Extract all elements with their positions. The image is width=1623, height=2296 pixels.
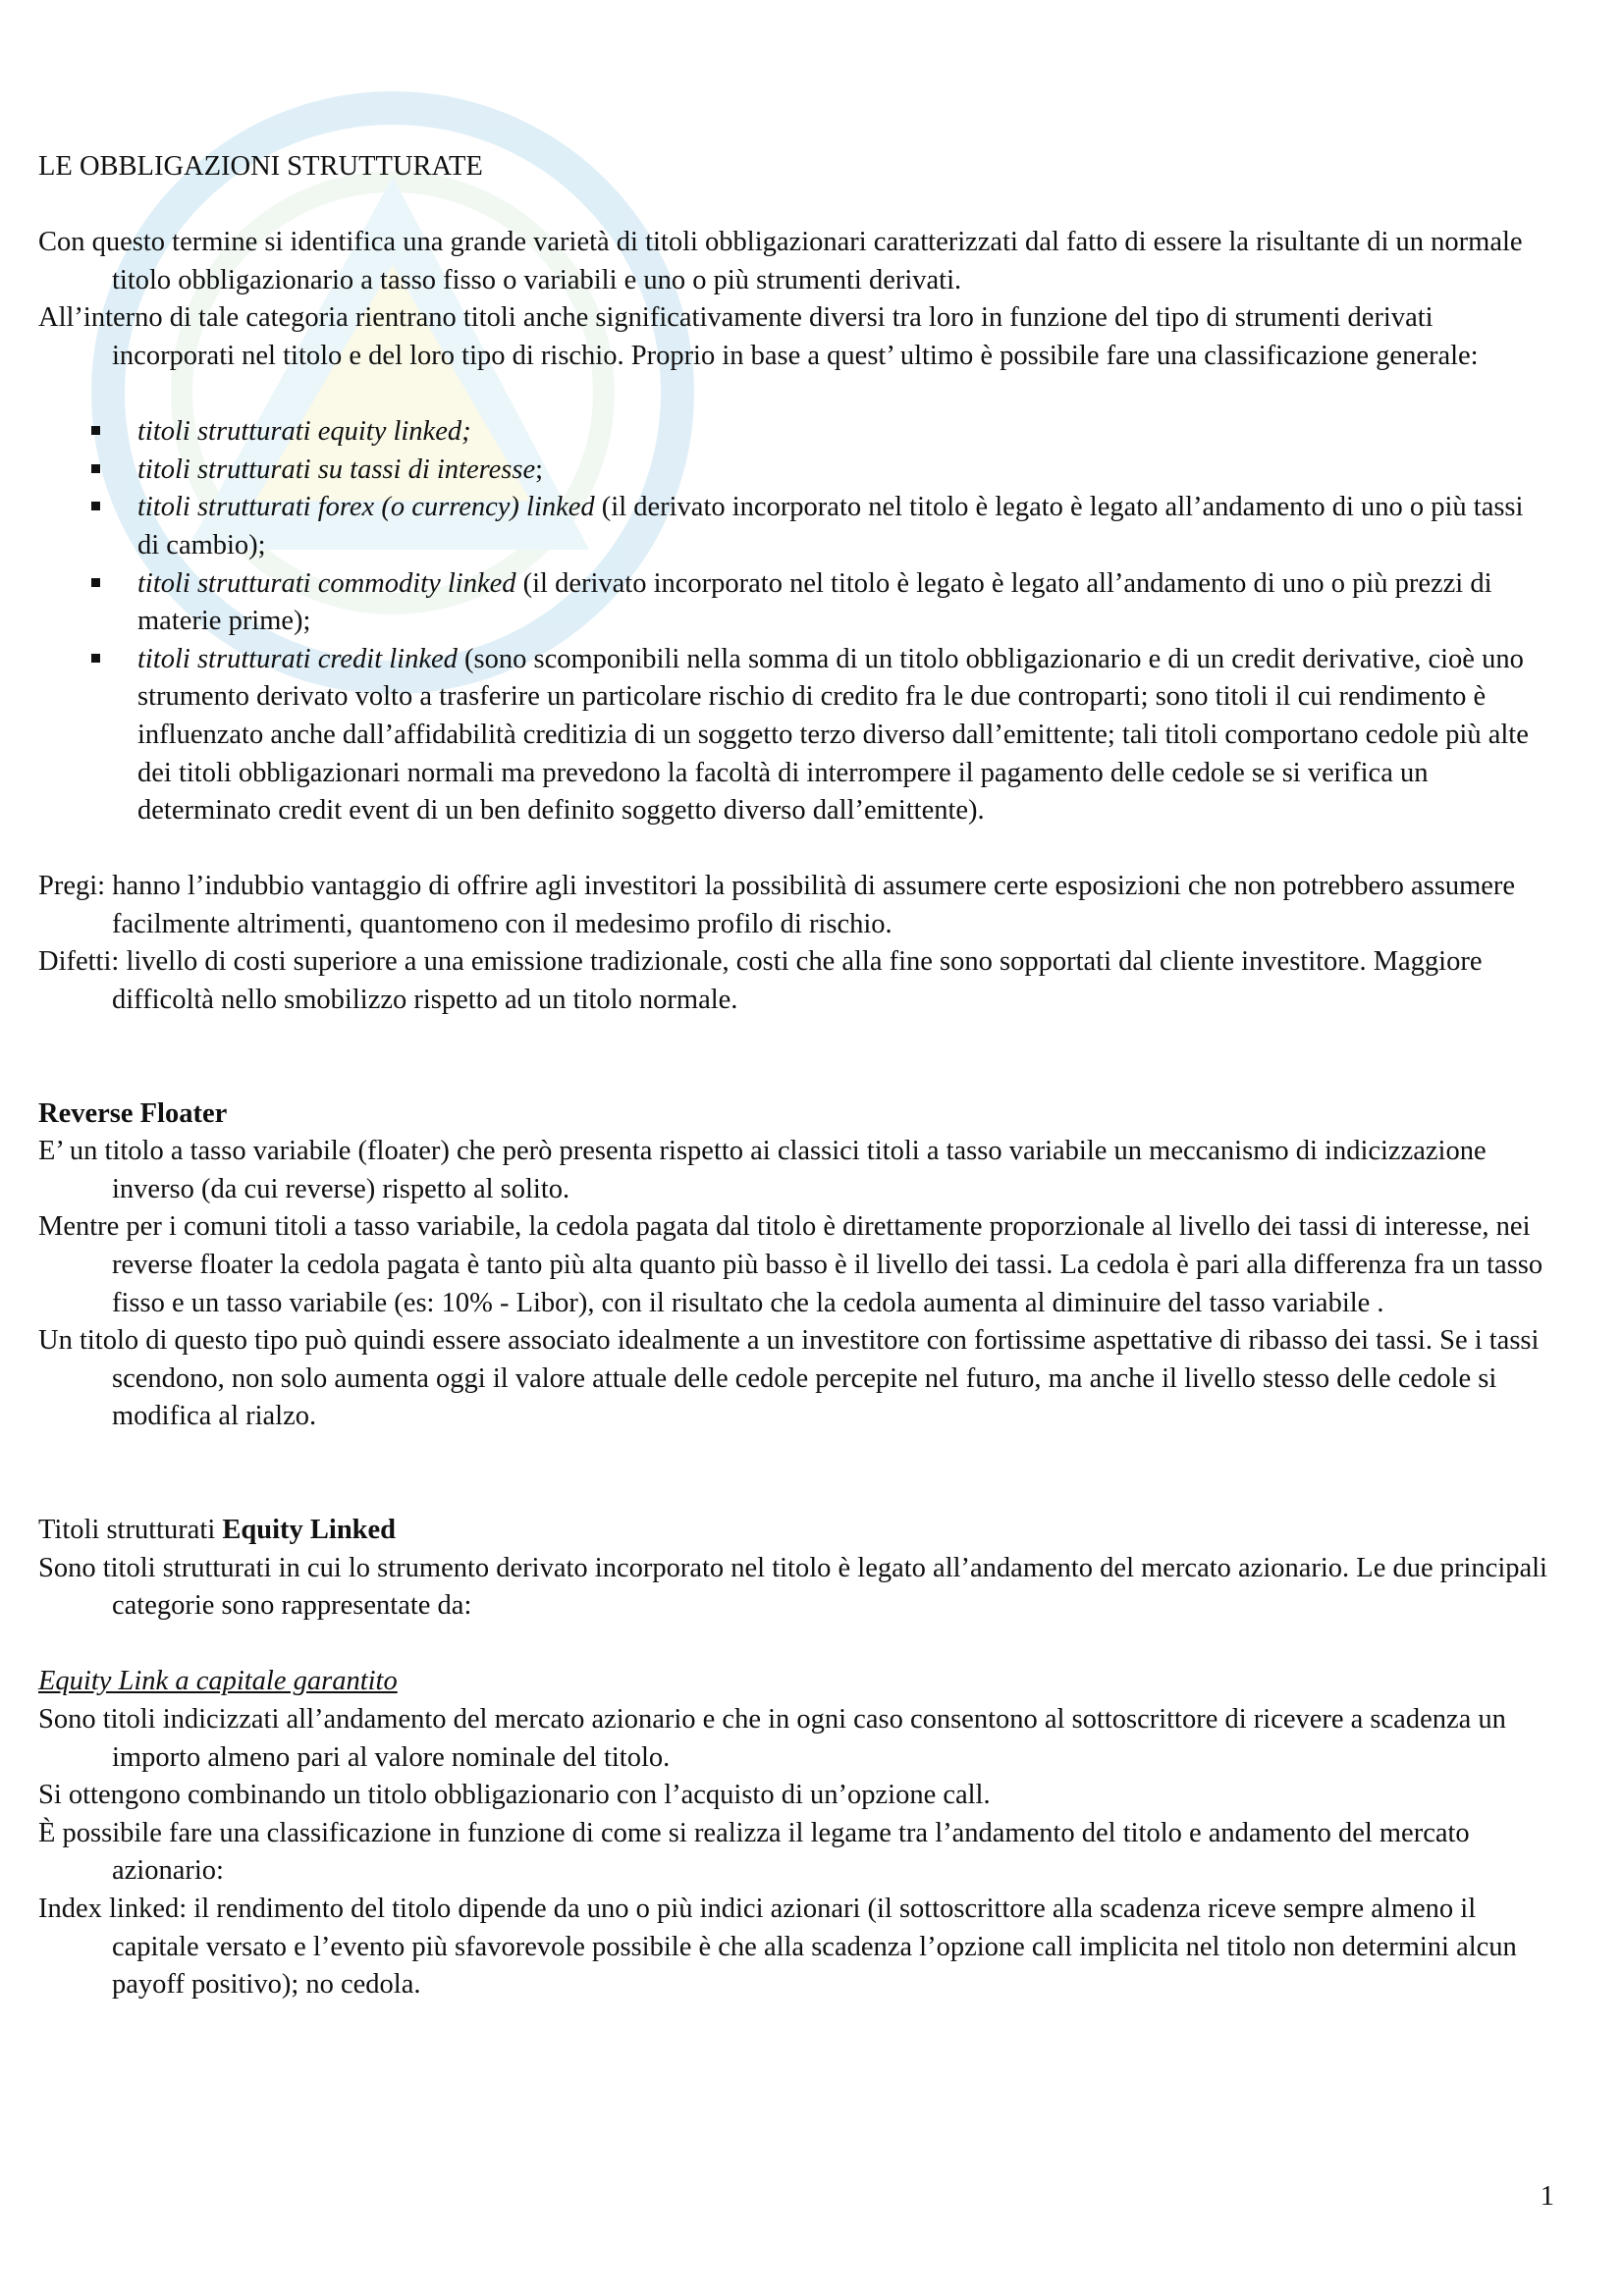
document-body [38, 148, 1550, 2004]
list-item-term: titoli strutturati su tassi di interesse [137, 454, 536, 485]
equity-linked-paragraph: È possibile fare una classificazione in funzione di come si realizza il legame tra l’andamento del titolo e andamento del mercato azionario: [38, 1817, 1470, 1887]
bullet-square-icon [91, 426, 100, 435]
reverse-floater-heading: Reverse Floater [38, 1097, 228, 1129]
list-item-term: titoli strutturati equity linked; [137, 416, 471, 448]
list-item-desc: (sono scomponibili nella somma di un titolo obbligazionario e di un credit derivative, cioè uno strumento derivato volto a trasferire un particolare rischio di credito fra le due controparti; sono titoli il cui rendimento è influenzato anche dall’affidabilità creditizia di un soggetto terzo diverso dall’emittente; tali titoli comportano cedole più alte dei titoli obbligazionari normali ma prevedono la facoltà di interrompere il pagamento delle cedole se si verifica un determinato credit event di un ben definito soggetto diverso dall’emittente). [137, 643, 1529, 827]
equity-linked-paragraph: Sono titoli indicizzati all’andamento del mercato azionario e che in ogni caso consentono al sottoscrittore di ricevere a scadenza un importo almeno pari al valore nominale del titolo. [38, 1703, 1506, 1773]
list-item-term: titoli strutturati commodity linked [137, 567, 516, 599]
list-item [38, 641, 1550, 830]
equity-linked-paragraph: Si ottengono combinando un titolo obbligazionario con l’acquisto di un’opzione call. [38, 1780, 991, 1811]
page-number: 1 [1540, 2181, 1554, 2212]
list-item-desc: (il derivato incorporato nel titolo è legato è legato all’andamento di uno o più tassi di cambio); [137, 492, 1524, 561]
list-item [38, 565, 1550, 641]
difetti-paragraph: Difetti: livello di costi superiore a una emissione tradizionale, costi che alla fine sono sopportati dal cliente investitore. Maggiore difficoltà nello smobilizzo rispetto ad un titolo normale. [38, 946, 1483, 1016]
equity-linked-paragraph: Index linked: il rendimento del titolo dipende da uno o più indici azionari (il sottoscrittore alla scadenza riceve sempre almeno il capitale versato e l’evento più sfavorevole possibile è che alla scadenza l’opzione call implicita nel titolo non determini alcun payoff positivo); no cedola. [38, 1893, 1517, 2001]
list-item [38, 489, 1550, 564]
equity-linked-intro: Sono titoli strutturati in cui lo strumento derivato incorporato nel titolo è legato all’andamento del mercato azionario. Le due principali categorie sono rappresentate da: [38, 1552, 1547, 1622]
reverse-floater-paragraph: Mentre per i comuni titoli a tasso variabile, la cedola pagata dal titolo è direttamente proporzionale al livello dei tassi di interesse, nei reverse floater la cedola pagata è tanto più alta quanto più basso è il livello dei tassi. La cedola è pari alla differenza fra un tasso fisso e un tasso variabile (es: 10% - Libor), con il risultato che la cedola aumenta al diminuire del tasso variabile . [38, 1211, 1543, 1318]
list-item [38, 452, 1550, 490]
bullet-square-icon [91, 502, 100, 510]
bullet-square-icon [91, 578, 100, 587]
reverse-floater-paragraph: E’ un titolo a tasso variabile (floater) che però presenta rispetto ai classici titoli a tasso variabile un meccanismo di indicizzazione inverso (da cui reverse) rispetto al solito. [38, 1136, 1487, 1204]
heading-prefix: Titoli strutturati [38, 1515, 223, 1545]
pregi-paragraph: Pregi: hanno l’indubbio vantaggio di offrire agli investitori la possibilità di assumere certe esposizioni che non potrebbero assumere facilmente altrimenti, quantomeno con il medesimo profilo di rischio. [38, 871, 1516, 939]
reverse-floater-paragraph: Un titolo di questo tipo può quindi essere associato idealmente a un investitore con fortissime aspettative di ribasso dei tassi. Se i tassi scendono, non solo aumenta oggi il valore attuale delle cedole percepite nel futuro, ma anche il livello stesso delle cedole si modifica al rialzo. [38, 1325, 1540, 1432]
intro-paragraph: All’interno di tale categoria rientrano titoli anche significativamente diversi tra loro in funzione del tipo di strumenti derivati incorporati nel titolo e del loro tipo di rischio. Proprio in base a quest’ ultimo è possibile fare una classificazione generale: [38, 302, 1479, 371]
equity-linked-heading [38, 1512, 1550, 1550]
list-item-term: titoli strutturati credit linked [137, 643, 458, 674]
document-title: LE OBBLIGAZIONI STRUTTURATE [38, 151, 483, 182]
classification-list [38, 413, 1550, 830]
list-item [38, 413, 1550, 452]
list-item-desc: ; [535, 454, 544, 485]
list-item-term: titoli strutturati forex (o currency) linked [137, 492, 595, 523]
bullet-square-icon [91, 654, 100, 663]
intro-paragraph: Con questo termine si identifica una grande varietà di titoli obbligazionari caratterizzati dal fatto di essere la risultante di un normale titolo obbligazionario a tasso fisso o variabili e uno o più strumenti derivati. [38, 227, 1523, 295]
heading-bold: Equity Linked [222, 1515, 397, 1545]
list-item-desc: (il derivato incorporato nel titolo è legato è legato all’andamento di uno o più prezzi di materie prime); [137, 567, 1492, 637]
equity-link-subheading: Equity Link a capitale garantito [38, 1666, 398, 1697]
bullet-square-icon [91, 464, 100, 473]
